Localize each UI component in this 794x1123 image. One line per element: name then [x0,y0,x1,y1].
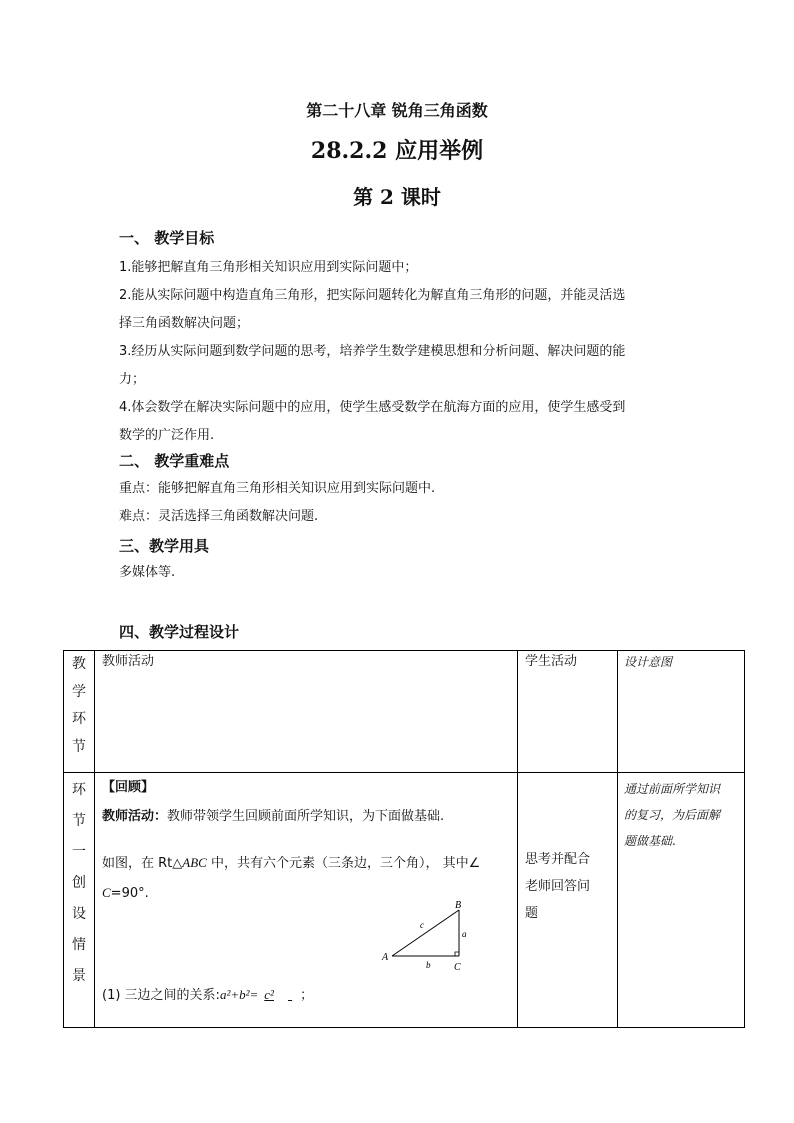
goal-line: 数学的广泛作用. [119,428,215,443]
right-triangle-figure [374,894,484,974]
vertex-c-label: C [454,962,461,973]
stage-create-scenario: 环 节 一 创 设 情 景 [72,782,86,984]
side-a-label: a [462,929,467,939]
section-process-title: 四、教学过程设计 [119,623,240,641]
goal-line: 择三角函数解决问题； [119,316,250,331]
lesson-number: 第 2 课时 [353,185,441,209]
question-1: (1) 三边之间的关系:a²+b²= c² ； [102,987,314,1003]
student-activity-cell: 思考并配合 老师回答问 题 [525,852,591,921]
review-label: 【回顾】 [102,780,155,795]
section-key-points-title: 二、 教学重难点 [119,452,230,470]
key-points-list [119,475,679,531]
side-c-label: c [420,920,424,930]
teaching-goals-list [119,254,679,450]
vertex-b-label: B [455,900,462,911]
process-table [63,650,745,1028]
goal-line: 力； [119,372,146,387]
lesson-title: 28.2.2 应用举例 [310,138,484,164]
section-teaching-goals-title: 一、 教学目标 [119,229,215,247]
vertex-a-label: A [382,952,389,963]
figure-intro: 如图，在 Rt△ABC 中，共有六个元素（三条边，三个角）， 其中∠ [102,855,481,871]
angle-c-line: C=90°. [102,885,149,901]
key-point-line: 难点：灵活选择三角函数解决问题. [119,509,319,524]
teaching-tools-text: 多媒体等. [119,565,176,580]
header-student-activity: 学生活动 [525,654,578,669]
header-design-intent: 设计意图 [624,655,673,669]
chapter-title: 第二十八章 锐角三角函数 [306,101,488,120]
goal-line: 3.经历从实际问题到数学问题的思考，培养学生数学建模思想和分析问题、解决问题的能 [119,344,626,359]
teacher-activity-line: 教师活动：教师带领学生回顾前面所学知识，为下面做基础. [102,809,445,824]
section-teaching-tools-title: 三、教学用具 [119,537,210,555]
goal-line: 2.能从实际问题中构造直角三角形，把实际问题转化为解直角三角形的问题，并能灵活选 [119,288,626,303]
goal-line: 4.体会数学在解决实际问题中的应用，使学生感受数学在航海方面的应用，使学生感受到 [119,400,626,415]
key-point-line: 重点：能够把解直角三角形相关知识应用到实际问题中. [119,481,436,496]
design-intent-cell: 通过前面所学知识 的复习，为后面解 题做基础. [624,782,721,848]
header-stage: 教 学 环 节 [72,656,86,755]
side-b-label: b [426,960,431,970]
goal-line: 1.能够把解直角三角形相关知识应用到实际问题中； [119,260,418,275]
header-teacher-activity: 教师活动 [102,654,155,669]
